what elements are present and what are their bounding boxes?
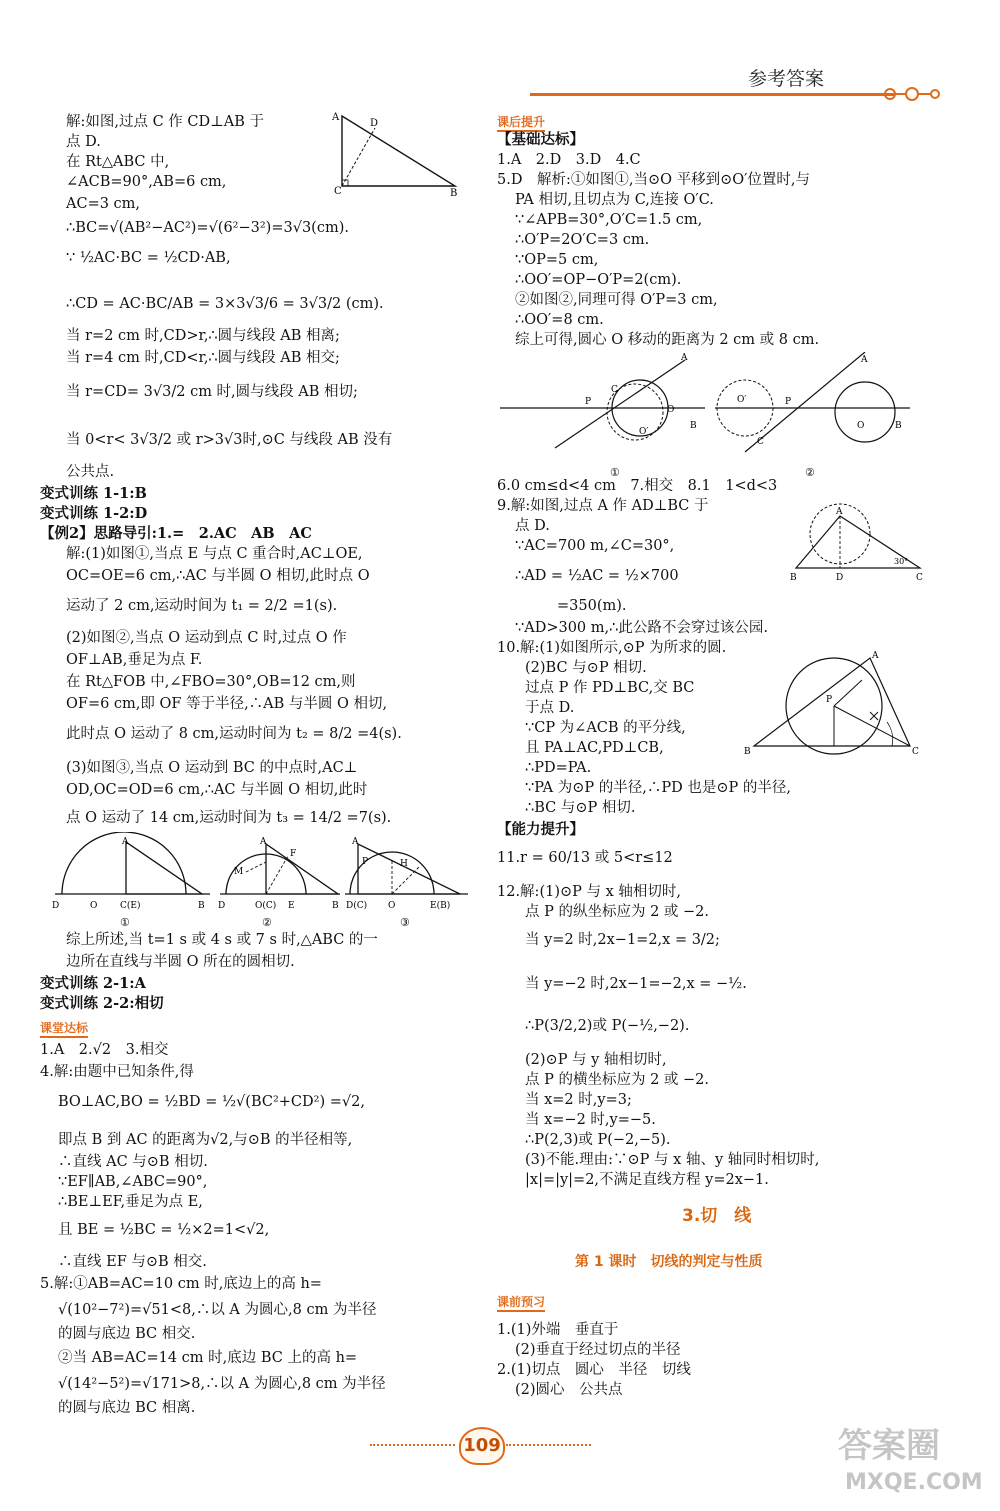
text-line: =350(m). xyxy=(557,598,627,614)
svg-text:A: A xyxy=(681,353,688,363)
text-line: 点 O 运动了 14 cm,运动时间为 t₃ = 14/2 =7(s). xyxy=(66,810,392,826)
subsection-heading: 【能力提升】 xyxy=(497,821,584,838)
text-line: ∴直线 AC 与⊙B 相切. xyxy=(58,1154,208,1170)
svg-text:A: A xyxy=(861,355,868,365)
text-line: ∵AD>300 m,∴此公路不会穿过该公园. xyxy=(515,620,768,636)
exercise-answer: 变式训练 2-2:相切 xyxy=(40,995,164,1012)
example-heading: 【例2】思路导引:1.= 2.AC AB AC xyxy=(40,525,312,542)
svg-text:D: D xyxy=(218,901,226,911)
text-line: (3)不能.理由:∵⊙P 与 x 轴、y 轴同时相切时, xyxy=(525,1152,820,1168)
watermark-logo: 答案圈 xyxy=(838,1426,940,1466)
svg-text:A: A xyxy=(836,507,843,517)
figure-two xyxy=(715,352,910,452)
text-line: BO⊥AC,BO = ½BD = ½√(BC²+CD²) =√2, xyxy=(58,1094,365,1110)
svg-text:C: C xyxy=(334,186,342,197)
text-line: 1.A 2.√2 3.相交 xyxy=(40,1042,169,1058)
exercise-answer: 变式训练 1-2:D xyxy=(40,505,148,522)
text-line: 且 PA⊥AC,PD⊥CB, xyxy=(525,740,664,756)
svg-text:O′: O′ xyxy=(639,427,649,437)
svg-text:A: A xyxy=(122,837,129,847)
text-line: OC=OE=6 cm,∴AC 与半圆 O 相切,此时点 O xyxy=(66,568,370,584)
text-line: 点 D. xyxy=(515,518,550,534)
svg-text:C: C xyxy=(611,385,618,395)
text-line: ∴PD=PA. xyxy=(525,760,592,776)
text-line: 在 Rt△FOB 中,∠FBO=30°,OB=12 cm,则 xyxy=(66,674,356,690)
text-line: ②当 AB=AC=14 cm 时,底边 BC 上的高 h= xyxy=(58,1350,358,1366)
text-line: 10.解:(1)如图所示,⊙P 为所求的圆. xyxy=(497,640,727,656)
text-line: ∴BE⊥EF,垂足为点 E, xyxy=(58,1194,203,1210)
text-line: 当 y=−2 时,2x−1=−2,x = −½. xyxy=(525,976,747,992)
text-line: ∴P(3/2,2)或 P(−½,−2). xyxy=(525,1018,690,1034)
text-line: PA 相切,且切点为 C,连接 O′C. xyxy=(515,192,714,208)
park-road-figure xyxy=(790,494,930,586)
text-line: √(10²−7²)=√51<8,∴以 A 为圆心,8 cm 为半径 xyxy=(58,1302,377,1318)
text-line: 当 0<r< 3√3/2 或 r>3√3时,⊙C 与线段 AB 没有 xyxy=(66,432,393,448)
text-line: ∵∠APB=30°,O′C=1.5 cm, xyxy=(515,212,703,228)
text-line: (2)垂直于经过切点的半径 xyxy=(515,1342,681,1358)
running-header: 参考答案 xyxy=(748,68,825,90)
text-line: 运动了 2 cm,运动时间为 t₁ = 2/2 =1(s). xyxy=(66,598,338,614)
header-rule xyxy=(530,93,895,96)
text-line: ∵ ½AC·BC = ½CD·AB, xyxy=(66,250,231,266)
exercise-answer: 变式训练 1-1:B xyxy=(40,485,147,502)
svg-text:A: A xyxy=(332,112,340,123)
tangent-circle-figures xyxy=(495,352,915,482)
text-line: ∴CD = AC·BC/AB = 3×3√3/6 = 3√3/2 (cm). xyxy=(66,296,384,312)
text-line: 的圆与底边 BC 相交. xyxy=(58,1326,196,1342)
watermark-url: MXQE.COM xyxy=(845,1470,983,1495)
text-line: 12.解:(1)⊙P 与 x 轴相切时, xyxy=(497,884,682,900)
text-line: 在 Rt△ABC 中, xyxy=(66,154,170,170)
svg-text:B: B xyxy=(198,901,205,911)
text-line: OF=6 cm,即 OF 等于半径,∴AB 与半圆 O 相切, xyxy=(66,696,388,712)
text-line: 边所在直线与半圆 O 所在的圆相切. xyxy=(66,954,295,970)
text-line: 1.A 2.D 3.D 4.C xyxy=(497,152,641,168)
text-line: 综上可得,圆心 O 移动的距离为 2 cm 或 8 cm. xyxy=(515,332,820,348)
text-line: 过点 P 作 PD⊥BC,交 BC xyxy=(525,680,695,696)
text-line: (2)BC 与⊙P 相切. xyxy=(525,660,647,676)
text-line: 公共点. xyxy=(66,464,115,480)
text-line: |x|=|y|=2,不满足直线方程 y=2x−1. xyxy=(525,1172,769,1188)
text-line: 6.0 cm≤d<4 cm 7.相交 8.1 1<d<3 xyxy=(497,478,778,494)
text-line: 即点 B 到 AC 的距离为√2,与⊙B 的半径相等, xyxy=(58,1132,353,1148)
svg-text:H: H xyxy=(400,859,408,869)
text-line: 且 BE = ½BC = ½×2=1<√2, xyxy=(58,1222,270,1238)
svg-text:A: A xyxy=(872,651,879,661)
text-line: ∴BC 与⊙P 相切. xyxy=(525,800,636,816)
svg-text:D: D xyxy=(370,118,379,129)
figure-three xyxy=(345,837,468,911)
header-ornament-icon xyxy=(880,84,950,104)
svg-text:C: C xyxy=(757,437,764,447)
svg-text:B: B xyxy=(744,747,751,757)
text-line: OD,OC=OD=6 cm,∴AC 与半圆 O 相切,此时 xyxy=(66,782,368,798)
circle-p-figure xyxy=(742,650,922,758)
text-line: 2.(1)切点 圆心 半径 切线 xyxy=(497,1362,691,1378)
lesson-title: 第 1 课时 切线的判定与性质 xyxy=(575,1254,763,1270)
text-line: (2)如图②,当点 O 运动到点 C 时,过点 O 作 xyxy=(66,630,347,646)
text-line: 的圆与底边 BC 相离. xyxy=(58,1400,196,1416)
svg-text:O: O xyxy=(388,901,396,911)
text-line: AC=3 cm, xyxy=(66,196,141,212)
text-line: 4.解:由题中已知条件,得 xyxy=(40,1064,194,1080)
text-line: 点 P 的横坐标应为 2 或 −2. xyxy=(525,1072,710,1088)
svg-text:O(C): O(C) xyxy=(255,901,277,911)
figure-one xyxy=(500,353,705,448)
svg-text:D: D xyxy=(836,573,844,583)
svg-text:B: B xyxy=(790,573,797,583)
text-line: 解:如图,过点 C 作 CD⊥AB 于 xyxy=(66,114,265,130)
figure-label: ① xyxy=(610,466,620,479)
text-line: 于点 D. xyxy=(525,700,575,716)
figure-label: ② xyxy=(805,466,815,479)
svg-text:O′: O′ xyxy=(737,395,747,405)
text-line: ∴BC=√(AB²−AC²)=√(6²−3²)=3√3(cm). xyxy=(66,220,349,236)
text-line: 综上所述,当 t=1 s 或 4 s 或 7 s 时,△ABC 的一 xyxy=(66,932,378,948)
footer-dots-left xyxy=(370,1444,455,1448)
text-line: ∵PA 为⊙P 的半径,∴PD 也是⊙P 的半径, xyxy=(525,780,791,796)
semicircle-figures xyxy=(50,832,470,932)
svg-text:P: P xyxy=(826,695,833,705)
text-line: 11.r = 60/13 或 5<r≤12 xyxy=(497,850,673,866)
svg-text:P: P xyxy=(785,397,792,407)
figure-two xyxy=(218,837,340,911)
svg-text:M: M xyxy=(234,867,244,877)
text-line: 5.D 解析:①如图①,当⊙O 平移到⊙O′位置时,与 xyxy=(497,172,811,188)
footer-dots-right xyxy=(506,1444,591,1448)
text-line: ∴P(2,3)或 P(−2,−5). xyxy=(525,1132,671,1148)
text-line: ∴O′P=2O′C=3 cm. xyxy=(515,232,650,248)
figure-label: ③ xyxy=(400,916,410,929)
svg-text:B: B xyxy=(895,421,902,431)
section-label-preview: 课前预习 xyxy=(497,1295,545,1312)
svg-text:E(B): E(B) xyxy=(430,901,451,911)
svg-text:O: O xyxy=(90,901,98,911)
figure-one xyxy=(52,832,210,911)
svg-text:D: D xyxy=(52,901,60,911)
svg-text:O: O xyxy=(667,405,675,415)
svg-text:C(E): C(E) xyxy=(120,901,141,911)
text-line: ∵OP=5 cm, xyxy=(515,252,599,268)
exercise-answer: 变式训练 2-1:A xyxy=(40,975,146,992)
text-line: √(14²−5²)=√171>8,∴以 A 为圆心,8 cm 为半径 xyxy=(58,1376,386,1392)
figure-label: ② xyxy=(262,916,272,929)
section-label-after-class: 课后提升 xyxy=(497,115,545,132)
svg-text:A: A xyxy=(352,837,359,847)
svg-text:30°: 30° xyxy=(894,557,909,566)
svg-text:F: F xyxy=(290,849,297,859)
section-label-classroom: 课堂达标 xyxy=(40,1021,88,1038)
triangle-figure-abc xyxy=(330,110,470,200)
text-line: 解:(1)如图①,当点 E 与点 C 重合时,AC⊥OE, xyxy=(66,546,363,562)
svg-text:A: A xyxy=(260,837,267,847)
text-line: 当 y=2 时,2x−1=2,x = 3/2; xyxy=(525,932,720,948)
section-title: 3.切 线 xyxy=(682,1206,752,1226)
figure-label: ① xyxy=(120,916,130,929)
svg-text:O: O xyxy=(857,421,865,431)
text-line: ②如图②,同理可得 O′P=3 cm, xyxy=(515,292,718,308)
svg-text:B: B xyxy=(450,188,458,199)
text-line: 当 x=2 时,y=3; xyxy=(525,1092,632,1108)
svg-text:C: C xyxy=(916,573,923,583)
text-line: ∴直线 EF 与⊙B 相交. xyxy=(58,1254,207,1270)
svg-text:P: P xyxy=(362,857,369,867)
text-line: 当 r=4 cm 时,CD<r,∴圆与线段 AB 相交; xyxy=(66,350,340,366)
text-line: 9.解:如图,过点 A 作 AD⊥BC 于 xyxy=(497,498,709,514)
text-line: OF⊥AB,垂足为点 F. xyxy=(66,652,203,668)
text-line: ∵EF∥AB,∠ABC=90°, xyxy=(58,1174,208,1190)
svg-text:B: B xyxy=(690,421,697,431)
text-line: (3)如图③,当点 O 运动到 BC 的中点时,AC⊥ xyxy=(66,760,358,776)
svg-text:C: C xyxy=(912,747,919,757)
text-line: ∵AC=700 m,∠C=30°, xyxy=(515,538,675,554)
text-line: (2)⊙P 与 y 轴相切时, xyxy=(525,1052,667,1068)
svg-text:P: P xyxy=(585,397,592,407)
text-line: 当 r=2 cm 时,CD>r,∴圆与线段 AB 相离; xyxy=(66,328,340,344)
subsection-heading: 【基础达标】 xyxy=(497,131,584,148)
text-line: ∴AD = ½AC = ½×700 xyxy=(515,568,679,584)
text-line: 当 x=−2 时,y=−5. xyxy=(525,1112,656,1128)
text-line: ∴OO′=8 cm. xyxy=(515,312,604,328)
text-line: 1.(1)外端 垂直于 xyxy=(497,1322,619,1338)
text-line: ∴OO′=OP−O′P=2(cm). xyxy=(515,272,682,288)
svg-text:E: E xyxy=(288,901,295,911)
text-line: 当 r=CD= 3√3/2 cm 时,圆与线段 AB 相切; xyxy=(66,384,358,400)
svg-text:D(C): D(C) xyxy=(346,901,368,911)
text-line: (2)圆心 公共点 xyxy=(515,1382,623,1398)
text-line: 点 D. xyxy=(66,134,101,150)
text-line: ∵CP 为∠ACB 的平分线, xyxy=(525,720,686,736)
page-number: 109 xyxy=(459,1427,505,1465)
text-line: 点 P 的纵坐标应为 2 或 −2. xyxy=(525,904,710,920)
text-line: ∠ACB=90°,AB=6 cm, xyxy=(66,174,227,190)
text-line: 此时点 O 运动了 8 cm,运动时间为 t₂ = 8/2 =4(s). xyxy=(66,726,402,742)
text-line: 5.解:①AB=AC=10 cm 时,底边上的高 h= xyxy=(40,1276,322,1292)
svg-text:B: B xyxy=(332,901,339,911)
